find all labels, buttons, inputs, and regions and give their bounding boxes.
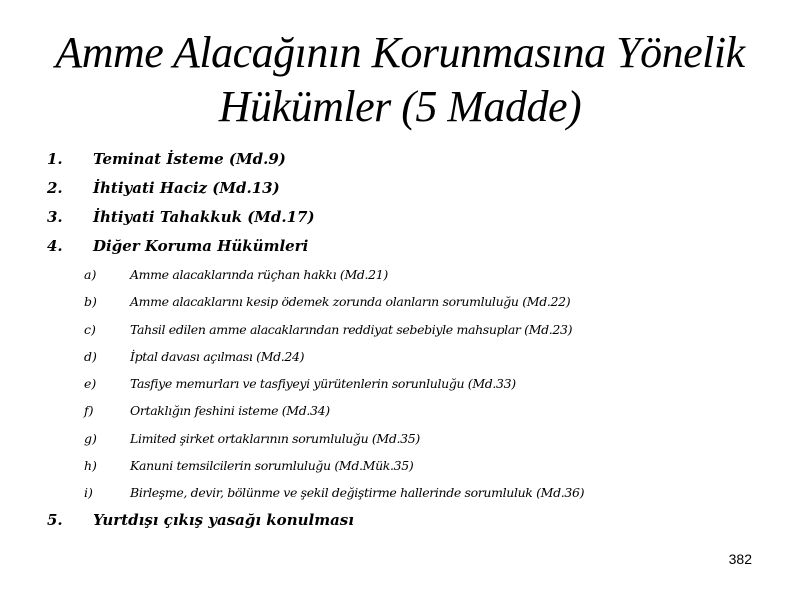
- sub-list-item: [0, 397, 800, 424]
- main-item-number: 5.: [47, 511, 63, 529]
- main-item-text: İhtiyati Haciz (Md.13): [93, 179, 280, 197]
- sub-item-letter: b): [84, 294, 97, 310]
- sub-item-letter: g): [84, 430, 97, 446]
- sub-item-text: Kanuni temsilcilerin sorumluluğu (Md.Mük.35): [130, 458, 414, 474]
- sub-item-letter: h): [84, 458, 97, 474]
- main-item-number: 2.: [47, 179, 63, 197]
- sub-list-item: [0, 479, 800, 506]
- main-item-number: 4.: [47, 237, 63, 255]
- sub-item-letter: d): [84, 348, 97, 364]
- sub-item-letter: c): [84, 321, 96, 337]
- sub-list: [0, 261, 800, 507]
- main-list-item: [0, 506, 800, 535]
- sub-item-letter: e): [84, 376, 97, 392]
- sub-item-text: Tasfiye memurları ve tasfiyeyi yürütenlerin sorunluluğu (Md.33): [130, 376, 516, 392]
- sub-list-item: [0, 261, 800, 288]
- sub-list-item: [0, 343, 800, 370]
- main-item-text: Diğer Koruma Hükümleri: [93, 237, 309, 255]
- sub-item-text: Birleşme, devir, bölünme ve şekil değiştirme hallerinde sorumluluk (Md.36): [130, 485, 585, 501]
- sub-item-text: Limited şirket ortaklarının sorumluluğu (Md.35): [130, 430, 420, 446]
- slide-title-line-2: Hükümler (5 Madde): [218, 82, 582, 131]
- slide-title: [20, 26, 780, 134]
- main-item-text: Yurtdışı çıkış yasağı konulması: [93, 511, 354, 529]
- main-item-number: 1.: [47, 150, 63, 168]
- slide-title-line-1: Amme Alacağının Korunmasına Yönelik: [55, 28, 745, 77]
- sub-item-letter: f): [84, 403, 94, 419]
- sub-item-text: Amme alacaklarını kesip ödemek zorunda olanların sorumluluğu (Md.22): [130, 294, 571, 310]
- page-number: 382: [728, 551, 752, 567]
- main-list-item: [0, 203, 800, 232]
- main-list: [0, 145, 800, 261]
- sub-list-item: [0, 316, 800, 343]
- sub-list-item: [0, 370, 800, 397]
- main-item-text: Teminat İsteme (Md.9): [93, 150, 286, 168]
- main-list-item: [0, 232, 800, 261]
- sub-item-text: İptal davası açılması (Md.24): [130, 348, 305, 364]
- sub-item-text: Amme alacaklarında rüçhan hakkı (Md.21): [130, 267, 388, 282]
- main-item-number: 3.: [47, 208, 63, 226]
- sub-item-text: Ortaklığın feshini isteme (Md.34): [130, 403, 330, 419]
- sub-list-item: [0, 452, 800, 479]
- main-item-text: İhtiyati Tahakkuk (Md.17): [93, 208, 315, 226]
- sub-item-letter: i): [84, 485, 93, 501]
- sub-item-text: Tahsil edilen amme alacaklarından reddiyat sebebiyle mahsuplar (Md.23): [130, 321, 573, 337]
- sub-list-item: [0, 288, 800, 315]
- main-list-item: [0, 174, 800, 203]
- sub-item-letter: a): [84, 267, 97, 282]
- sub-list-item: [0, 425, 800, 452]
- main-list-item: [0, 145, 800, 174]
